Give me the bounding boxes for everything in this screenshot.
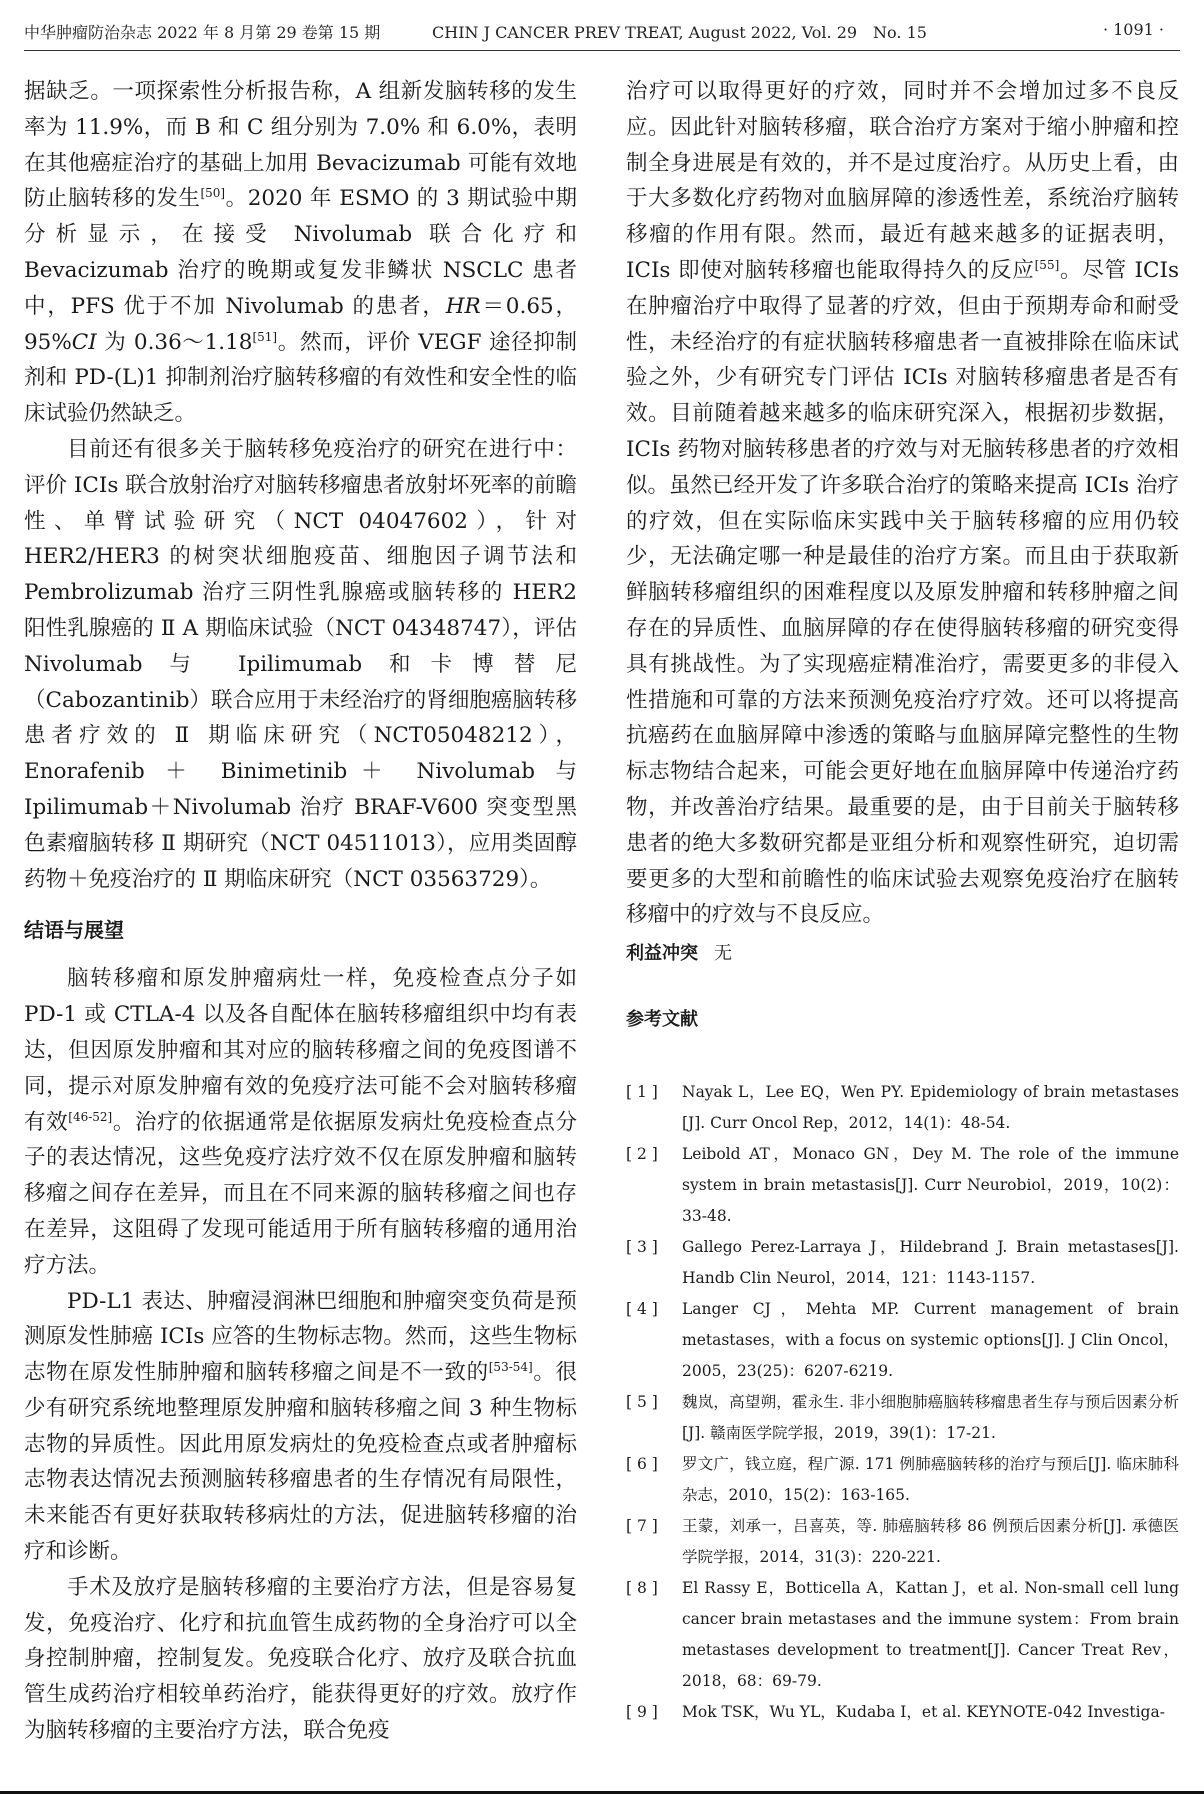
reference-number: [ 5 ] bbox=[626, 1393, 658, 1412]
reference-list bbox=[626, 1077, 1179, 1728]
reference-text: Nayak L，Lee EQ，Wen PY. Epidemiology of brain metastases [J]. Curr Oncol Rep，2012，14(1)：48-54. bbox=[682, 1083, 1179, 1133]
right-column bbox=[626, 74, 1179, 1728]
reference-text: 罗文广，钱立庭，程广源. 171 例肺癌脑转移的治疗与预后[J]. 临床肺科杂志，2010，15(2)：163-165. bbox=[682, 1455, 1179, 1505]
reference-item bbox=[626, 1077, 1179, 1139]
reference-number: [ 8 ] bbox=[626, 1579, 658, 1598]
reference-number: [ 4 ] bbox=[626, 1300, 658, 1319]
reference-number: [ 7 ] bbox=[626, 1517, 658, 1536]
citation[interactable]: [55] bbox=[1034, 257, 1060, 272]
reference-number: [ 6 ] bbox=[626, 1455, 658, 1474]
citation[interactable]: [51] bbox=[252, 329, 278, 344]
reference-number: [ 2 ] bbox=[626, 1145, 658, 1164]
paragraph: 据缺乏。一项探索性分析报告称，A 组新发脑转移的发生率为 11.9%，而 B 和 C 组分别为 7.0% 和 6.0%，表明在其他癌症治疗的基础上加用 Bevacizumab 可能有效地防止脑转移的发生[50]。2020 年 ESMO 的 3 期试验中期分析显示，在接受 Nivolumab 联合化疗和 Bevacizumab 治疗的晚期或复发非鳞状 NSCLC 患者中，PFS 优于不加 Nivolumab 的患者，HR＝0.65，95%CI 为 0.36～1.18[51]。然而，评价 VEGF 途径抑制剂和 PD-(L)1 抑制剂治疗脑转移瘤的有效性和安全性的临床试验仍然缺乏。 bbox=[24, 79, 578, 427]
paragraph: 脑转移瘤和原发肿瘤病灶一样，免疫检查点分子如 PD-1 或 CTLA-4 以及各自配体在脑转移瘤组织中均有表达，但因原发肿瘤和其对应的脑转移瘤之间的免疫图谱不同，提示对原发肿瘤有效的免疫疗法可能不会对脑转移瘤有效[46-52]。治疗的依据通常是依据原发病灶免疫检查点分子的表达情况，这些免疫疗法疗效不仅在原发肿瘤和脑转移瘤之间存在差异，而且在不同来源的脑转移瘤之间也存在差异，这阻碍了发现可能适用于所有脑转移瘤的通用治疗方法。 bbox=[24, 966, 577, 1278]
reference-text: 魏岚，高望朔，霍永生. 非小细胞肺癌脑转移瘤患者生存与预后因素分析[J]. 赣南医学院学报，2019，39(1)：17-21. bbox=[682, 1393, 1179, 1443]
journal-name-cn: 中华肿瘤防治杂志 2022 年 8 月第 29 卷第 15 期 bbox=[24, 23, 381, 42]
reference-item bbox=[626, 1449, 1179, 1511]
citation[interactable]: [46-52] bbox=[68, 1109, 113, 1124]
paragraph: PD-L1 表达、肿瘤浸润淋巴细胞和肿瘤突变负荷是预测原发性肺癌 ICIs 应答的生物标志物。然而，这些生物标志物在原发性肺肿瘤和脑转移瘤之间是不一致的[53-54]。很少有研究系统地整理原发肿瘤和脑转移瘤之间 3 种生物标志物的异质性。因此用原发病灶的免疫检查点或者肿瘤标志物表达情况去预测脑转移瘤患者的生存情况有局限性，未来能否有更好获取转移病灶的方法，促进脑转移瘤的治疗和诊断。 bbox=[24, 1288, 577, 1565]
reference-item bbox=[626, 1697, 1179, 1728]
reference-number: [ 1 ] bbox=[626, 1083, 658, 1102]
journal-name-en: CHIN J CANCER PREV TREAT, August 2022, Vol. 29 No. 15 bbox=[432, 23, 927, 42]
reference-text: Langer CJ，Mehta MP. Current management of brain metastases，with a focus on systemic options[J]. J Clin Oncol，2005，23(25)：6207-6219. bbox=[682, 1300, 1179, 1381]
reference-item bbox=[626, 1232, 1179, 1294]
reference-item bbox=[626, 1139, 1179, 1232]
references-title: 参考文献 bbox=[626, 1009, 698, 1031]
left-column bbox=[24, 74, 577, 1749]
reference-item bbox=[626, 1294, 1179, 1387]
citation[interactable]: [50] bbox=[200, 186, 226, 201]
paragraph: 治疗可以取得更好的疗效，同时并不会增加过多不良反应。因此针对脑转移瘤，联合治疗方案对于缩小肿瘤和控制全身进展是有效的，并不是过度治疗。从历史上看，由于大多数化疗药物对血脑屏障的渗透性差，系统治疗脑转移瘤的作用有限。然而，最近有越来越多的证据表明，ICIs 即使对脑转移瘤也能取得持久的反应[55]。尽管 ICIs 在肿瘤治疗中取得了显著的疗效，但由于预期寿命和耐受性，未经治疗的有症状脑转移瘤患者一直被排除在临床试验之外，少有研究专门评估 ICIs 对脑转移瘤患者是否有效。目前随着越来越多的临床研究深入，根据初步数据，ICIs 药物对脑转移患者的疗效与对无脑转移患者的疗效相似。虽然已经开发了许多联合治疗的策略来提高 ICIs 治疗的疗效，但在实际临床实践中关于脑转移瘤的应用仍较少，无法确定哪一种是最佳的治疗方案。而且由于获取新鲜脑转移瘤组织的困难程度以及原发肿瘤和转移肿瘤之间存在的异质性、血脑屏障的存在使得脑转移瘤的研究变得具有挑战性。为了实现癌症精准治疗，需要更多的非侵入性措施和可靠的方法来预测免疫治疗疗效。还可以将提高抗癌药在血脑屏障中渗透的策略与血脑屏障完整性的生物标志物结合起来，可能会更好地在血脑屏障中传递治疗药物，并改善治疗结果。最重要的是，由于目前关于脑转移患者的绝大多数研究都是亚组分析和观察性研究，迫切需要更多的大型和前瞻性的临床试验去观察免疫治疗在脑转移瘤中的疗效与不良反应。 bbox=[626, 79, 1179, 928]
reference-item bbox=[626, 1573, 1179, 1697]
reference-text: 王蒙，刘承一，吕喜英，等. 肺癌脑转移 86 例预后因素分析[J]. 承德医学院学报，2014，31(3)：220-221. bbox=[682, 1517, 1179, 1567]
reference-number: [ 3 ] bbox=[626, 1238, 658, 1257]
conflict-of-interest: 利益冲突 无 bbox=[626, 943, 732, 965]
citation[interactable]: [53-54] bbox=[488, 1359, 533, 1374]
reference-text: Leibold AT，Monaco GN，Dey M. The role of the immune system in brain metastasis[J]. Curr Neurobiol，2019，10(2)：33-48. bbox=[682, 1145, 1179, 1226]
reference-item bbox=[626, 1511, 1179, 1573]
page-number: · 1091 · bbox=[1102, 20, 1164, 39]
paragraph: 手术及放疗是脑转移瘤的主要治疗方法，但是容易复发，免疫治疗、化疗和抗血管生成药物的全身治疗可以全身控制肿瘤，控制复发。免疫联合化疗、放疗及联合抗血管生成药治疗相较单药治疗，能获得更好的疗效。放疗作为脑转移瘤的主要治疗方法，联合免疫 bbox=[24, 1574, 577, 1744]
reference-number: [ 9 ] bbox=[626, 1703, 658, 1722]
reference-text: Mok TSK，Wu YL，Kudaba I，et al. KEYNOTE-042 Investiga- bbox=[682, 1703, 1165, 1722]
reference-text: El Rassy E，Botticella A，Kattan J，et al. Non-small cell lung cancer brain metastases and the immune system：From brain metastases development to treatment[J]. Cancer Treat Rev，2018，68：69-79. bbox=[682, 1579, 1179, 1691]
reference-item bbox=[626, 1387, 1179, 1449]
section-title: 结语与展望 bbox=[24, 918, 124, 943]
paragraph: 目前还有很多关于脑转移免疫治疗的研究在进行中：评价 ICIs 联合放射治疗对脑转移瘤患者放射坏死率的前瞻性、单臂试验研究（NCT 04047602），针对 HER2/HER3 的树突状细胞疫苗、细胞因子调节法和 Pembrolizumab 治疗三阴性乳腺癌或脑转移的 HER2 阳性乳腺癌的 Ⅱ A 期临床试验（NCT 04348747），评估 Nivolumab 与 Ipilimumab 和卡博替尼（Cabozantinib）联合应用于未经治疗的肾细胞癌脑转移患者疗效的 Ⅱ 期临床研究（NCT05048212），Enorafenib ＋ Binimetinib＋ Nivolumab 与 Ipilimumab＋Nivolumab 治疗 BRAF-V600 突变型黑色素瘤脑转移 Ⅱ 期研究（NCT 04511013），应用类固醇药物＋免疫治疗的 Ⅱ 期临床研究（NCT 03563729）。 bbox=[24, 436, 577, 892]
reference-text: Gallego Perez-Larraya J，Hildebrand J. Brain metastases[J]. Handb Clin Neurol，2014，121：1143-1157. bbox=[682, 1238, 1179, 1288]
running-header bbox=[24, 20, 1180, 51]
